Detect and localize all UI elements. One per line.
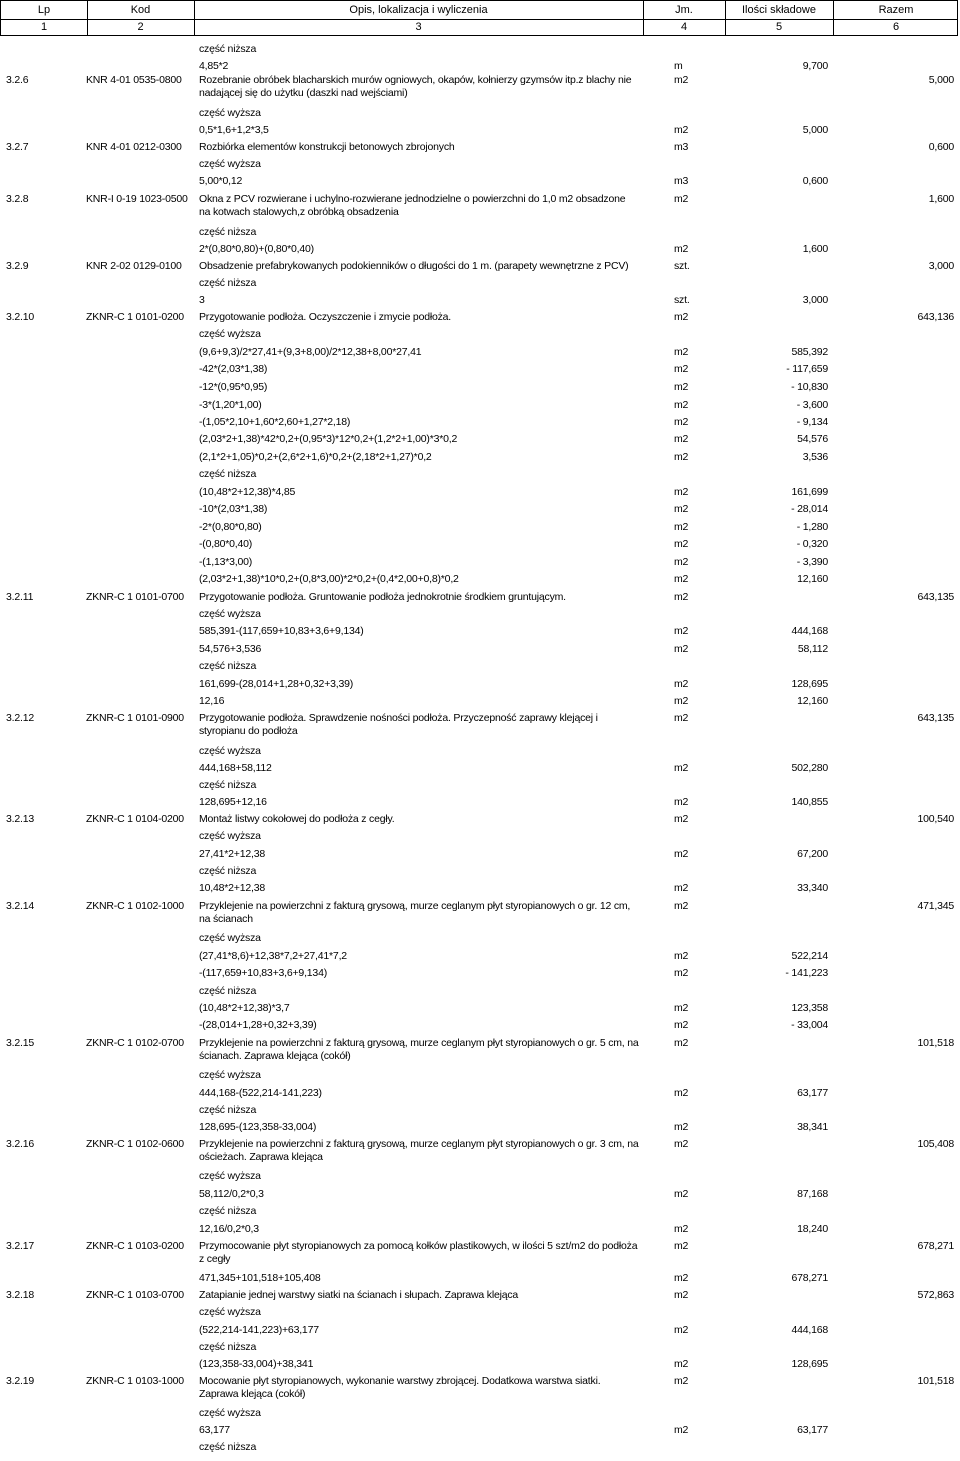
- cell-jm: m2: [674, 363, 689, 375]
- header-num-5: 5: [775, 21, 783, 33]
- cell-opis: Mocowanie płyt styropianowych, wykonanie warstwy zbrojącej. Dodatkowa warstwa siatki. Zaprawa klejąca (cokół): [199, 1375, 601, 1400]
- cell-lp: 3.2.11: [6, 591, 34, 603]
- cell-opis: część wyższa: [199, 608, 261, 620]
- cell-skladowe: 128,695: [791, 1358, 828, 1370]
- cell-opis: Przymocowanie płyt styropianowych za pomocą kołków plastikowych, w ilości 5 szt/m2 do podłoża z cegły: [199, 1240, 638, 1265]
- cell-opis: Zatapianie jednej warstwy siatki na ścianach i słupach. Zaprawa klejąca: [199, 1289, 519, 1301]
- cell-opis: (2,03*2+1,38)*42*0,2+(0,95*3)*12*0,2+(1,2*2+1,00)*3*0,2: [199, 433, 458, 445]
- cell-jm: m2: [674, 882, 689, 894]
- cell-lp: 3.2.6: [6, 74, 29, 86]
- cell-jm: m2: [674, 556, 689, 568]
- cell-opis: -(0,80*0,40): [199, 538, 253, 550]
- cell-skladowe: 161,699: [791, 486, 828, 498]
- cell-opis: Obsadzenie prefabrykowanych podokienników o długości do 1 m. (parapety wewnętrzne z PCV): [199, 260, 629, 272]
- cell-jm: m3: [674, 141, 689, 153]
- cell-skladowe: 63,177: [797, 1087, 828, 1099]
- cell-razem: 5,000: [928, 74, 954, 86]
- cell-opis: część wyższa: [199, 1069, 261, 1081]
- cell-skladowe: 87,168: [797, 1188, 828, 1200]
- cell-jm: m2: [674, 1121, 689, 1133]
- cell-skladowe: - 3,390: [796, 556, 828, 568]
- cell-opis: 128,695+12,16: [199, 796, 267, 808]
- cell-lp: 3.2.15: [6, 1037, 34, 1049]
- cell-jm: m2: [674, 1002, 689, 1014]
- cell-kod: KNR 4-01 0535-0800: [86, 74, 182, 86]
- header-skladowe: Ilości składowe: [742, 4, 816, 16]
- cell-jm: m2: [674, 1188, 689, 1200]
- cell-opis: Przygotowanie podłoża. Gruntowanie podłoża jednokrotnie środkiem gruntującym.: [199, 591, 566, 603]
- cell-jm: m2: [674, 486, 689, 498]
- cell-jm: m2: [674, 950, 689, 962]
- cell-kod: ZKNR-C 1 0103-0200: [86, 1240, 184, 1252]
- cell-skladowe: 63,177: [797, 1424, 828, 1436]
- cell-opis: 4,85*2: [199, 60, 229, 72]
- cell-opis: (9,6+9,3)/2*27,41+(9,3+8,00)/2*12,38+8,00*27,41: [199, 346, 422, 358]
- cell-opis: (522,214-141,223)+63,177: [199, 1324, 319, 1336]
- cell-jm: m2: [674, 1138, 689, 1150]
- cell-opis: (123,358-33,004)+38,341: [199, 1358, 314, 1370]
- cell-skladowe: 0,600: [802, 175, 828, 187]
- cell-opis: część wyższa: [199, 1170, 261, 1182]
- cell-lp: 3.2.9: [6, 260, 29, 272]
- cell-skladowe: 9,700: [802, 60, 828, 72]
- cell-razem: 105,408: [917, 1138, 954, 1150]
- cell-opis: Przygotowanie podłoża. Sprawdzenie nośności podłoża. Przyczepność zaprawy klejącej i styropianu do podłoża: [199, 712, 598, 737]
- cell-kod: ZKNR-C 1 0101-0200: [86, 311, 184, 323]
- cell-opis: część wyższa: [199, 830, 261, 842]
- cell-lp: 3.2.17: [6, 1240, 34, 1252]
- cell-skladowe: 585,392: [791, 346, 828, 358]
- cell-jm: m2: [674, 1240, 689, 1252]
- cell-jm: m2: [674, 762, 689, 774]
- cell-opis: 0,5*1,6+1,2*3,5: [199, 124, 269, 136]
- cell-skladowe: 678,271: [791, 1272, 828, 1284]
- cell-jm: m2: [674, 1289, 689, 1301]
- cell-opis: 161,699-(28,014+1,28+0,32+3,39): [199, 678, 354, 690]
- cell-opis: część wyższa: [199, 1306, 261, 1318]
- cell-opis: 10,48*2+12,38: [199, 882, 266, 894]
- cell-opis: -10*(2,03*1,38): [199, 503, 268, 515]
- cell-skladowe: 58,112: [797, 643, 828, 655]
- cell-opis: część niższa: [199, 1341, 257, 1353]
- cell-opis: część niższa: [199, 985, 257, 997]
- cell-opis: Rozebranie obróbek blacharskich murów ogniowych, okapów, kołnierzy gzymsów itp.z blachy nie nadającej się do użytku (daszki nad wejściami): [199, 74, 632, 99]
- cell-opis: -(1,13*3,00): [199, 556, 253, 568]
- cell-opis: część niższa: [199, 1205, 257, 1217]
- cell-skladowe: 5,000: [802, 124, 828, 136]
- cell-skladowe: 54,576: [797, 433, 828, 445]
- cell-kod: ZKNR-C 1 0102-0600: [86, 1138, 184, 1150]
- cell-razem: 572,863: [917, 1289, 954, 1301]
- cell-opis: Przyklejenie na powierzchni z fakturą grysową, murze ceglanym płyt styropianowych o gr. 5 cm, na ścianach. Zaprawa klejąca (cokół): [199, 1037, 639, 1062]
- cell-opis: Przyklejenie na powierzchni z fakturą grysową, murze ceglanym płyt styropianowych o gr. 3 cm, na ościeżach. Zaprawa klejąca: [199, 1138, 639, 1163]
- cell-razem: 643,135: [917, 712, 954, 724]
- cell-jm: m2: [674, 243, 689, 255]
- cell-lp: 3.2.12: [6, 712, 34, 724]
- cell-lp: 3.2.19: [6, 1375, 34, 1387]
- cell-opis: 27,41*2+12,38: [199, 848, 266, 860]
- cell-opis: 585,391-(117,659+10,83+3,6+9,134): [199, 625, 364, 637]
- cell-skladowe: 38,341: [797, 1121, 828, 1133]
- header-num-1: 1: [40, 21, 48, 33]
- cell-opis: część niższa: [199, 43, 257, 55]
- cell-kod: ZKNR-C 1 0104-0200: [86, 813, 184, 825]
- cell-opis: (10,48*2+12,38)*4,85: [199, 486, 296, 498]
- cell-skladowe: 12,160: [797, 573, 828, 585]
- cell-opis: -2*(0,80*0,80): [199, 521, 262, 533]
- cell-opis: (27,41*8,6)+12,38*7,2+27,41*7,2: [199, 950, 347, 962]
- cell-jm: m2: [674, 591, 689, 603]
- cell-skladowe: 123,358: [791, 1002, 828, 1014]
- cell-skladowe: 140,855: [791, 796, 828, 808]
- cell-skladowe: 3,000: [802, 294, 828, 306]
- cell-opis: część wyższa: [199, 328, 261, 340]
- cell-opis: część wyższa: [199, 158, 261, 170]
- table-header: [0, 0, 958, 36]
- cell-opis: -3*(1,20*1,00): [199, 399, 262, 411]
- cell-jm: szt.: [674, 260, 690, 272]
- cell-opis: Przyklejenie na powierzchni z fakturą grysową, murze ceglanym płyt styropianowych o gr. 12 cm, na ścianach: [199, 900, 631, 925]
- cell-opis: część niższa: [199, 226, 257, 238]
- cell-jm: m2: [674, 311, 689, 323]
- cell-jm: m2: [674, 451, 689, 463]
- cell-opis: część wyższa: [199, 1407, 261, 1419]
- cell-opis: -(1,05*2,10+1,60*2,60+1,27*2,18): [199, 416, 351, 428]
- cell-opis: 63,177: [199, 1424, 230, 1436]
- cell-razem: 101,518: [917, 1375, 954, 1387]
- cell-opis: (2,03*2+1,38)*10*0,2+(0,8*3,00)*2*0,2+(0,4*2,00+0,8)*0,2: [199, 573, 459, 585]
- cell-opis: 2*(0,80*0,80)+(0,80*0,40): [199, 243, 314, 255]
- cell-jm: m2: [674, 625, 689, 637]
- cell-kod: KNR 4-01 0212-0300: [86, 141, 182, 153]
- cell-opis: 12,16/0,2*0,3: [199, 1223, 259, 1235]
- header-num-2: 2: [137, 21, 144, 33]
- cell-jm: m2: [674, 193, 689, 205]
- header-kod: Kod: [130, 4, 151, 16]
- cell-jm: m2: [674, 1324, 689, 1336]
- header-num-6: 6: [892, 21, 900, 33]
- cell-opis: -(28,014+1,28+0,32+3,39): [199, 1019, 317, 1031]
- cell-jm: m2: [674, 521, 689, 533]
- cell-jm: m: [674, 60, 683, 72]
- cell-kod: ZKNR-C 1 0102-1000: [86, 900, 184, 912]
- cell-jm: m2: [674, 1375, 689, 1387]
- cell-opis: (2,1*2+1,05)*0,2+(2,6*2+1,6)*0,2+(2,18*2+1,27)*0,2: [199, 451, 432, 463]
- header-jm: Jm.: [675, 4, 693, 16]
- cell-opis: 444,168+58,112: [199, 762, 272, 774]
- cell-opis: -12*(0,95*0,95): [199, 381, 268, 393]
- cell-jm: m2: [674, 573, 689, 585]
- cell-jm: m2: [674, 900, 689, 912]
- cell-kod: ZKNR-C 1 0103-0700: [86, 1289, 184, 1301]
- cell-kod: ZKNR-C 1 0102-0700: [86, 1037, 184, 1049]
- cell-skladowe: - 0,320: [796, 538, 828, 550]
- cell-kod: KNR-I 0-19 1023-0500: [86, 193, 188, 205]
- cell-razem: 678,271: [917, 1240, 954, 1252]
- cell-opis: część niższa: [199, 468, 257, 480]
- header-opis: Opis, lokalizacja i wyliczenia: [349, 4, 488, 16]
- cell-razem: 0,600: [928, 141, 954, 153]
- cell-jm: m2: [674, 74, 689, 86]
- cell-jm: m2: [674, 967, 689, 979]
- cell-opis: część niższa: [199, 660, 257, 672]
- cell-opis: część niższa: [199, 779, 257, 791]
- cell-jm: m2: [674, 124, 689, 136]
- cell-jm: m2: [674, 1019, 689, 1031]
- cell-jm: m3: [674, 175, 689, 187]
- cell-skladowe: 18,240: [797, 1223, 828, 1235]
- cell-opis: 58,112/0,2*0,3: [199, 1188, 264, 1200]
- header-lp: Lp: [37, 4, 51, 16]
- cell-opis: -42*(2,03*1,38): [199, 363, 268, 375]
- cell-jm: m2: [674, 346, 689, 358]
- cell-opis: część wyższa: [199, 745, 261, 757]
- cell-opis: 471,345+101,518+105,408: [199, 1272, 321, 1284]
- cell-skladowe: 12,160: [797, 695, 828, 707]
- cell-jm: m2: [674, 538, 689, 550]
- header-razem: Razem: [878, 4, 914, 16]
- cell-skladowe: 128,695: [791, 678, 828, 690]
- cell-lp: 3.2.8: [6, 193, 29, 205]
- cell-skladowe: - 10,830: [791, 381, 828, 393]
- cell-opis: część wyższa: [199, 932, 261, 944]
- cell-razem: 1,600: [928, 193, 954, 205]
- cell-jm: m2: [674, 1424, 689, 1436]
- cell-skladowe: - 1,280: [796, 521, 828, 533]
- header-num-4: 4: [680, 21, 688, 33]
- cell-jm: m2: [674, 1087, 689, 1099]
- cell-razem: 3,000: [928, 260, 954, 272]
- cell-razem: 643,135: [917, 591, 954, 603]
- cell-skladowe: - 33,004: [791, 1019, 828, 1031]
- cell-opis: 12,16: [199, 695, 225, 707]
- cell-razem: 471,345: [917, 900, 954, 912]
- cell-kod: ZKNR-C 1 0103-1000: [86, 1375, 184, 1387]
- cell-kod: ZKNR-C 1 0101-0700: [86, 591, 184, 603]
- cell-opis: część niższa: [199, 1104, 257, 1116]
- cell-jm: m2: [674, 695, 689, 707]
- cell-skladowe: - 3,600: [796, 399, 828, 411]
- cell-jm: m2: [674, 1223, 689, 1235]
- cell-skladowe: - 117,659: [786, 363, 828, 375]
- cell-razem: 100,540: [917, 813, 954, 825]
- cell-skladowe: - 9,134: [796, 416, 828, 428]
- cell-jm: m2: [674, 678, 689, 690]
- cell-razem: 101,518: [917, 1037, 954, 1049]
- cell-opis: 54,576+3,536: [199, 643, 262, 655]
- cell-skladowe: 3,536: [802, 451, 828, 463]
- cell-opis: 3: [199, 294, 205, 306]
- cell-opis: 5,00*0,12: [199, 175, 243, 187]
- cell-skladowe: 444,168: [791, 1324, 828, 1336]
- cell-kod: KNR 2-02 0129-0100: [86, 260, 182, 272]
- cell-jm: szt.: [674, 294, 690, 306]
- cell-jm: m2: [674, 643, 689, 655]
- cell-jm: m2: [674, 399, 689, 411]
- cell-jm: m2: [674, 813, 689, 825]
- cell-skladowe: 444,168: [791, 625, 828, 637]
- cell-kod: ZKNR-C 1 0101-0900: [86, 712, 184, 724]
- cell-opis: 128,695-(123,358-33,004): [199, 1121, 317, 1133]
- cell-lp: 3.2.18: [6, 1289, 34, 1301]
- cell-jm: m2: [674, 1358, 689, 1370]
- cell-razem: 643,136: [917, 311, 954, 323]
- cell-jm: m2: [674, 796, 689, 808]
- cell-opis: część wyższa: [199, 107, 261, 119]
- cell-opis: część niższa: [199, 277, 257, 289]
- cell-jm: m2: [674, 416, 689, 428]
- cell-skladowe: 33,340: [797, 882, 828, 894]
- cell-opis: Przygotowanie podłoża. Oczyszczenie i zmycie podłoża.: [199, 311, 452, 323]
- cell-jm: m2: [674, 433, 689, 445]
- cell-opis: część niższa: [199, 865, 257, 877]
- header-num-3: 3: [415, 21, 422, 33]
- cell-opis: Okna z PCV rozwierane i uchylno-rozwierane jednodzielne o powierzchni do 1,0 m2 obsadzone na kotwach stalowych,z obróbką obsadzenia: [199, 193, 626, 218]
- cell-skladowe: - 28,014: [791, 503, 828, 515]
- cell-skladowe: 67,200: [797, 848, 828, 860]
- cell-lp: 3.2.10: [6, 311, 34, 323]
- cell-skladowe: 1,600: [802, 243, 828, 255]
- cell-opis: Rozbiórka elementów konstrukcji betonowych zbrojonych: [199, 141, 455, 153]
- cell-jm: m2: [674, 712, 689, 724]
- cell-skladowe: 522,214: [791, 950, 828, 962]
- cell-lp: 3.2.14: [6, 900, 34, 912]
- cell-opis: -(117,659+10,83+3,6+9,134): [199, 967, 328, 979]
- cell-lp: 3.2.13: [6, 813, 34, 825]
- cell-lp: 3.2.7: [6, 141, 29, 153]
- cell-jm: m2: [674, 381, 689, 393]
- cell-jm: m2: [674, 1037, 689, 1049]
- cell-lp: 3.2.16: [6, 1138, 34, 1150]
- cell-jm: m2: [674, 503, 689, 515]
- cell-jm: m2: [674, 1272, 689, 1284]
- cell-jm: m2: [674, 848, 689, 860]
- cell-skladowe: - 141,223: [785, 967, 828, 979]
- cell-skladowe: 502,280: [791, 762, 828, 774]
- cell-opis: Montaż listwy cokołowej do podłoża z cegły.: [199, 813, 395, 825]
- cell-opis: część niższa: [199, 1441, 257, 1453]
- cell-opis: 444,168-(522,214-141,223): [199, 1087, 322, 1099]
- cell-opis: (10,48*2+12,38)*3,7: [199, 1002, 290, 1014]
